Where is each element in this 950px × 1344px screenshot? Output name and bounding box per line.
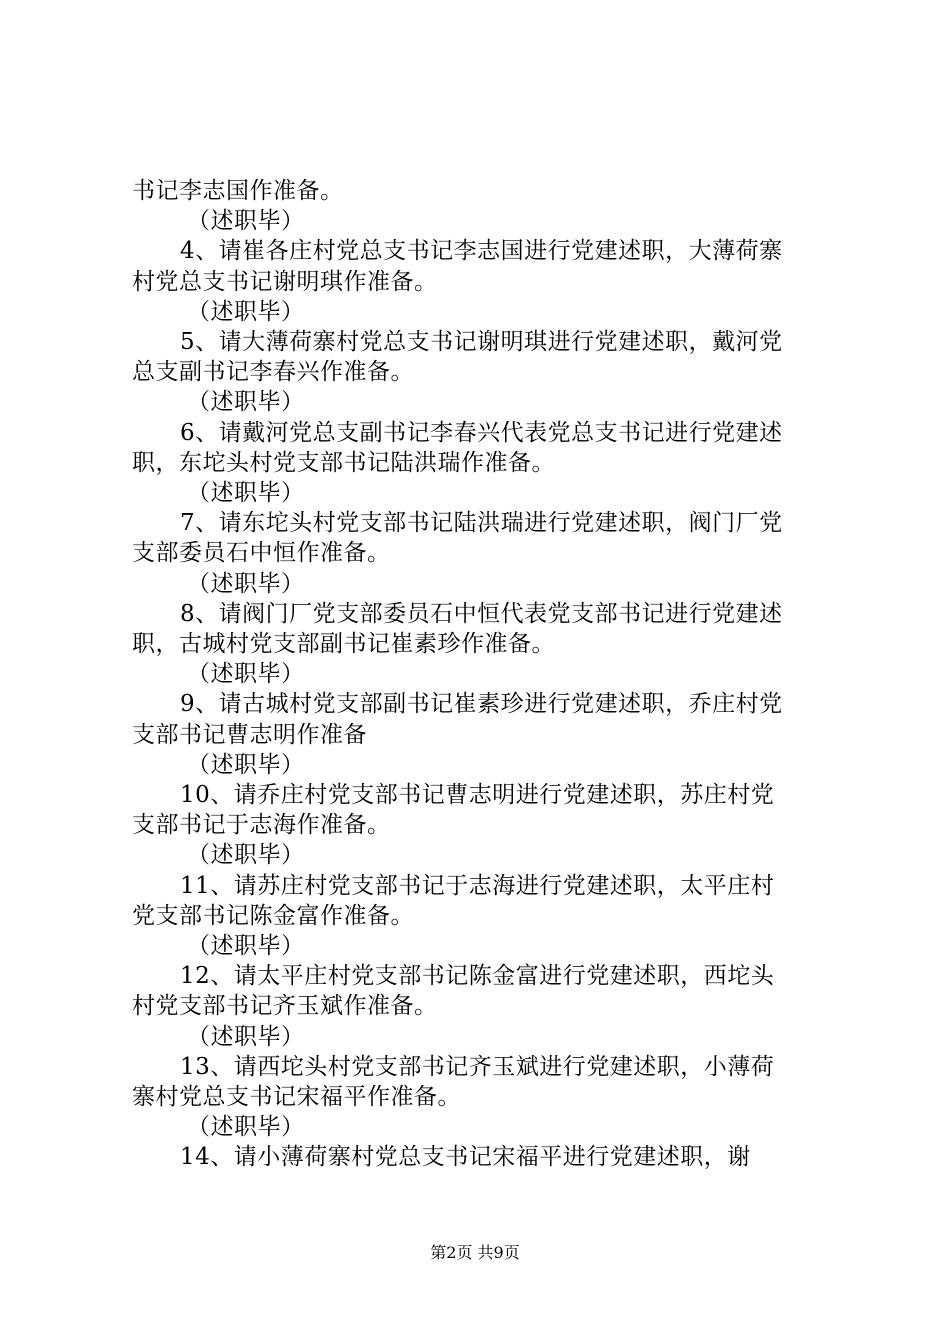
- continuation-line: 村党支部书记齐玉斌作准备。: [132, 993, 438, 1019]
- remark-line: （述职毕）: [187, 299, 305, 325]
- remark-line: （述职毕）: [187, 1024, 305, 1050]
- continuation-line: 支部书记曹志明作准备: [132, 722, 367, 748]
- remark-line: （述职毕）: [187, 842, 305, 868]
- remark-line: （述职毕）: [187, 208, 305, 234]
- continuation-line: 职，古城村党支部副书记崔素珍作准备。: [132, 631, 555, 657]
- continuation-line: 村党总支书记谢明琪作准备。: [132, 269, 438, 295]
- remark-line: （述职毕）: [187, 1114, 305, 1140]
- page-footer: 第2页 共9页: [430, 1243, 520, 1262]
- remark-line: （述职毕）: [187, 571, 305, 597]
- remark-line: （述职毕）: [187, 389, 305, 415]
- continuation-line: 寨村党总支书记宋福平作准备。: [132, 1084, 461, 1110]
- item-line: 11、请苏庄村党支部书记于志海进行党建述职，太平庄村: [180, 873, 775, 899]
- item-line: 14、请小薄荷寨村党总支书记宋福平进行党建述职，谢: [180, 1144, 751, 1170]
- continuation-line: 总支副书记李春兴作准备。: [132, 359, 414, 385]
- item-line: 4、请崔各庄村党总支书记李志国进行党建述职，大薄荷寨: [180, 238, 783, 264]
- continuation-line: 支部委员石中恒作准备。: [132, 540, 391, 566]
- item-line: 10、请乔庄村党支部书记曹志明进行党建述职，苏庄村党: [180, 782, 775, 808]
- item-line: 9、请古城村党支部副书记崔素珍进行党建述职，乔庄村党: [180, 691, 783, 717]
- item-line: 6、请戴河党总支副书记李春兴代表党总支书记进行党建述: [180, 420, 783, 446]
- item-line: 12、请太平庄村党支部书记陈金富进行党建述职，西坨头: [180, 963, 775, 989]
- remark-line: （述职毕）: [187, 480, 305, 506]
- item-line: 7、请东坨头村党支部书记陆洪瑞进行党建述职，阀门厂党: [180, 510, 783, 536]
- continuation-line: 职，东坨头村党支部书记陆洪瑞作准备。: [132, 450, 555, 476]
- continuation-line: 支部书记于志海作准备。: [132, 812, 391, 838]
- continuation-line: 党支部书记陈金富作准备。: [132, 903, 414, 929]
- item-line: 13、请西坨头村党支部书记齐玉斌进行党建述职，小薄荷: [180, 1054, 775, 1080]
- remark-line: （述职毕）: [187, 933, 305, 959]
- remark-line: （述职毕）: [187, 661, 305, 687]
- continuation-line: 书记李志国作准备。: [132, 178, 344, 204]
- remark-line: （述职毕）: [187, 752, 305, 778]
- item-line: 8、请阀门厂党支部委员石中恒代表党支部书记进行党建述: [180, 601, 783, 627]
- item-line: 5、请大薄荷寨村党总支书记谢明琪进行党建述职，戴河党: [180, 329, 783, 355]
